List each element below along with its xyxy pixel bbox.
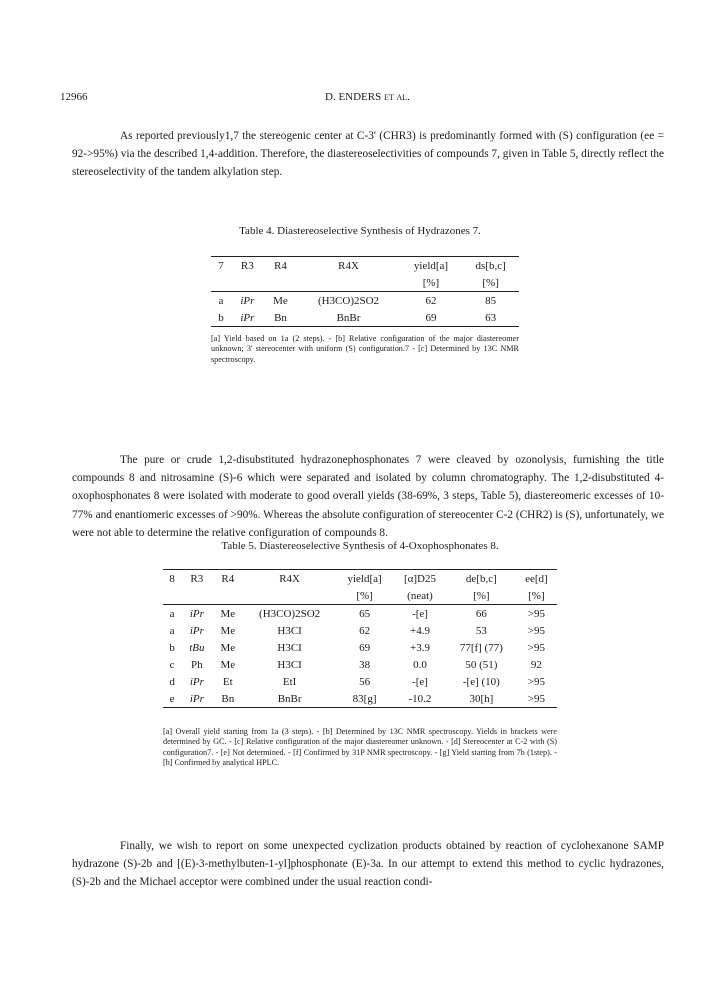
table-5-cell: 65 [336,605,393,623]
table-5-cell: H3CI [277,641,302,654]
table-4-cell: b [211,309,231,327]
table-5-cell: >95 [516,605,557,623]
table-row [163,656,557,673]
table-5-cell: tBu [189,641,205,654]
running-title: D. ENDERS et al. [325,91,410,103]
table-5-cell: -[e] [412,675,428,688]
paragraph-3 [72,837,664,892]
table-5-cell: -[e] (10) [462,675,500,688]
table-4-caption: Table 4. Diastereoselective Synthesis of Hydrazones 7. [239,225,481,237]
table-5-cell: Me [220,624,236,637]
table-5-unit: [%] [528,589,545,602]
table-5-cell: -10.2 [393,690,447,708]
table-4-header: ds[b,c] [462,257,519,275]
table-4-unit [231,274,264,292]
table-5-cell: Me [220,641,236,654]
table-5-cell: 38 [359,658,371,671]
table-4-cell: 85 [462,292,519,310]
table-5-unit [163,587,181,605]
table-5-unit [181,587,212,605]
table-4-header: R4 [264,257,298,275]
table-4 [211,256,519,327]
table-5-cell: H3CI [277,658,302,671]
table-5-cell: iPr [189,675,204,688]
paragraph-2-text: The pure or crude 1,2-disubstituted hydrazonephosphonates 7 were cleaved by ozonolysis, furnishing the title compounds 8 and nitrosamine (S)-6 which were separated and isolated by column chromatography. The 1,2-disubstituted 4-oxophosphonates 8 were isolated with moderate to good overall yields (38-69%, 3 steps, Table 5), diastereomeric excesses of 10-77% and enantiomeric excesses of >90%. Whereas the absolute configuration of stereocenter C-2 (CHR2) is (S), unfortunately, we were not able to determine the relative configuration of compounds 8. [72,454,664,539]
table-5-cell: 50 (51) [465,658,498,671]
table-row [163,673,557,690]
table-5-cell: e [163,690,181,708]
table-5-unit: [%] [356,589,373,602]
table-5-cell: c [169,658,175,671]
table-5-cell: >95 [527,624,545,637]
table-5-cell: 77[f] (77) [459,641,503,654]
table-5-cell: 30[h] [447,690,516,708]
table-4-footnote: [a] Yield based on 1a (2 steps). - [b] Relative configuration of the major diastereomer unknown; 3' stereocenter with uniform (S) configuration.7 - [c] Determined by 13C NMR spectroscopy. [211,334,519,364]
table-5-header: R4X [243,570,336,588]
page-number: 12966 [60,91,88,103]
table-4-header: yield[a] [400,257,463,275]
table-4-unit: [%] [422,276,440,289]
table-4-unit: [%] [482,276,499,289]
table-5-cell: (H3CO)2SO2 [243,605,336,623]
table-5 [163,569,557,708]
table-4-cell: 63 [462,309,519,327]
table-4-header: R3 [231,257,264,275]
table-5-cell: -[e] [393,605,447,623]
table-5-cell: d [169,675,175,688]
table-4-cell: a [211,292,231,310]
table-5-cell: b [169,641,175,654]
table-5-cell: H3CI [277,624,302,637]
table-5-header: 8 [163,570,181,588]
table-5-cell: EtI [282,675,297,688]
table-5-cell: +3.9 [410,641,430,654]
table-5-cell: >95 [516,690,557,708]
table-5-cell: 53 [475,624,487,637]
paragraph-1 [72,127,664,182]
table-row [211,292,519,310]
table-4-cell: BnBr [297,309,399,327]
table-5-cell: 66 [447,605,516,623]
table-5-cell: iPr [181,690,212,708]
table-5-header: ee[d] [516,570,557,588]
table-row [163,605,557,623]
table-5-header: yield[a] [336,570,393,588]
table-5-cell: 56 [359,675,371,688]
table-4-cell: iPr [231,292,264,310]
table-5-header: R3 [181,570,212,588]
table-5-cell: iPr [181,605,212,623]
table-4-header: 7 [211,257,231,275]
table-4-cell: Bn [264,309,298,327]
table-5-unit: (neat) [407,589,433,602]
table-5-footnote: [a] Overall yield starting from 1a (3 steps). - [b] Determined by 13C NMR spectroscopy. Yields in brackets were determined by GC. - [c] Relative configuration of the major diastereomer unknown. - [d] Stereocenter at C-2 with (S) configuration7. - [e] Not determined. - [f] Confirmed by 31P NMR spectroscopy. - [g] Yield starting from 7b (1step). - [h] Confirmed by analytical HPLC. [163,727,557,768]
table-5-cell: Me [220,658,236,671]
table-row [163,622,557,639]
table-5-cell: Bn [213,690,244,708]
table-5-cell: 92 [530,658,542,671]
table-5-cell: 69 [359,641,371,654]
table-4-header: R4X [297,257,399,275]
paragraph-3-text: Finally, we wish to report on some unexpected cyclization products obtained by reaction of cyclohexanone SAMP hydrazone (S)-2b and [(E)-3-methylbuten-1-yl]phosphonate (E)-3a. In our attempt to extend this method to cyclic hydrazones, (S)-2b and the Michael acceptor were combined under the usual reaction condi- [72,840,664,889]
table-5-cell: Me [213,605,244,623]
table-5-cell: >95 [527,641,545,654]
table-4-cell: 69 [400,309,463,327]
table-row [163,690,557,708]
paragraph-1-text: As reported previously1,7 the stereogenic center at C-3' (CHR3) is predominantly formed with (S) configuration (ee = 92->95%) via the described 1,4-addition. Therefore, the diastereoselectivities of compounds 7, given in Table 5, directly reflect the stereoselectivity of the tandem alkylation step. [72,130,664,179]
table-5-cell: >95 [527,675,545,688]
table-5-cell: 0.0 [413,658,427,671]
table-5-caption: Table 5. Diastereoselective Synthesis of 4-Oxophosphonates 8. [221,540,499,552]
table-4-unit [264,274,298,292]
table-5-unit: [%] [473,589,490,602]
table-5-cell: iPr [189,624,204,637]
table-5-cell: a [169,624,175,637]
table-5-cell: Et [222,675,233,688]
table-5-cell: 83[g] [336,690,393,708]
table-4-cell: Me [264,292,298,310]
table-5-cell: +4.9 [410,624,430,637]
paragraph-2 [72,451,664,542]
table-4-unit [211,274,231,292]
table-row [211,309,519,327]
table-5-cell: a [163,605,181,623]
table-5-header: R4 [213,570,244,588]
table-5-header: de[b,c] [447,570,516,588]
table-4-cell: iPr [231,309,264,327]
table-4-cell: (H3CO)2SO2 [297,292,399,310]
table-5-cell: BnBr [243,690,336,708]
table-5-header: [α]D25 [393,570,447,588]
table-4-unit [297,274,399,292]
table-5-unit [213,587,244,605]
table-5-cell: Ph [191,658,203,671]
table-5-unit [243,587,336,605]
table-5-cell: 62 [359,624,371,637]
table-4-cell: 62 [400,292,463,310]
table-row [163,639,557,656]
